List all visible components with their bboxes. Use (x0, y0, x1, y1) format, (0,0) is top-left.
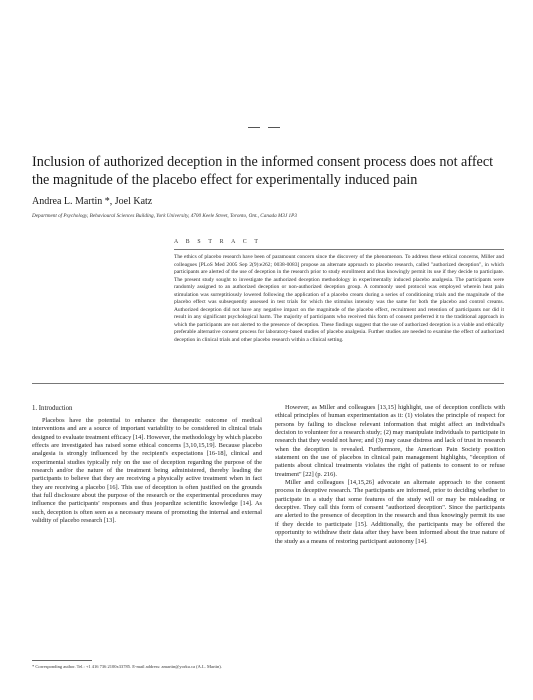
footnote: * Corresponding author. Tel.: +1 416 736 2100x33785. E-mail address: amartin@yorku.ca (A.L. Martin). (32, 664, 222, 669)
paper-authors: Andrea L. Martin *, Joel Katz (32, 196, 153, 207)
paragraph: Miller and colleagues [14,15,26] advocate an alternate approach to the consent process in deceptive research. The participants are informed, prior to deciding whether to participate in a study that some features of the study will or may be misleading or deceptive. They call this form of consent "authorized deception". Since the participants are alerted to the presence of deception in the research and thus knowingly permit its use if they decide to participate [15]. Additionally, the participants may be offered the opportunity to withdraw their data after they have been informed about the true nature of the study as a means of restoring participant autonomy [14]. (275, 479, 505, 545)
paragraph: However, as Miller and colleagues [13,15] highlight, use of deception conflicts with ethical principles of human experimentation as it: (1) violates the principle of respect for persons by failing to disclose relevant information that might affect an individual's decision to volunteer for a research study; (2) may manipulate individuals to participate in research that they would not have; and (3) may cause distress and lack of trust in research when the deception is revealed. Furthermore, the American Pain Society position statement on the use of placebos in clinical pain management highlights, "deception of patients about clinical treatments violates the right of patients to consent to or refuse treatment" [22] (p. 216). (275, 404, 505, 478)
right-column (275, 404, 505, 546)
paragraph: Placebos have the potential to enhance the therapeutic outcome of medical interventions and are a source of important variability to be considered in clinical trials designed to evaluate treatment efficacy [14]. However, the methodology by which placebo effects are investigated has raised some ethical concerns [3,10,15,19]. Because placebo analgesia is strongly influenced by the recipient's expectations [16-18], clinical and experimental studies typically rely on the use of deception regarding the purpose of the research and/or the nature of the treatment being administered, thereby leading the participants to believe that they are receiving a physically active treatment when in fact they are receiving a placebo [16]. This use of deception is often justified on the grounds that full disclosure about the purpose of the research or the experimental procedures may influence the participants' responses and thus jeopardize scientific knowledge [14]. As such, deception is often seen as a necessary means of promoting the internal and external validity of placebo research [13]. (32, 417, 262, 525)
header-rule-left (248, 127, 260, 128)
header-rule-right (268, 127, 280, 128)
abstract-heading: A B S T R A C T (174, 239, 262, 245)
abstract-text: The ethics of placebo research have been of paramount concern since the discovery of the phenomenon. To address these ethical concerns, Miller and colleagues [PLoS Med 2005 Sep 2(9):e262; 0038-0083] propose an alternate approach to placebo research, called "authorized deception", in which participants are alerted of the use of deception in the research prior to study enrollment and thus knowingly permit its use if they decide to participate. The present study sought to investigate the authorized deception methodology in experimentally induced placebo analgesia. The participants were randomly assigned to an authorized deception or non-authorized deception group. A commonly used protocol was employed wherein heat pain stimulation was surreptitiously lowered following the application of a placebo cream during a series of conditioning trials and the magnitude of the placebo effect was subsequently assessed in test trials for which the stimulus intensity was the same for both the placebo and control creams. Authorized deception did not have any negative impact on the magnitude of the placebo effect, recruitment and retention of participants nor did it result in any significant psychological harm. The majority of participants who received this form of consent preferred it to the traditional approach in which the participants are not alerted to the presence of deception. These findings suggest that the use of authorized deception is a viable and ethically preferable alternative consent process for laboratory-based studies of placebo analgesia. Further studies are needed to examine the effect of authorized deception in clinical trials and other placebo research within a clinical setting. (174, 254, 504, 344)
section-heading: 1. Introduction (32, 405, 73, 412)
footnote-divider (32, 660, 92, 661)
author-affiliation: Department of Psychology, Behavioural Sciences Building, York University, 4700 Keele Street, Toronto, Ont., Canada M3J 1P3 (32, 213, 297, 219)
left-column (32, 417, 262, 525)
paper-title: Inclusion of authorized deception in the informed consent process does not affect the magnitude of the placebo effect for experimentally induced pain (32, 154, 494, 188)
abstract-bottom-divider (32, 383, 504, 384)
abstract-divider (174, 249, 504, 250)
